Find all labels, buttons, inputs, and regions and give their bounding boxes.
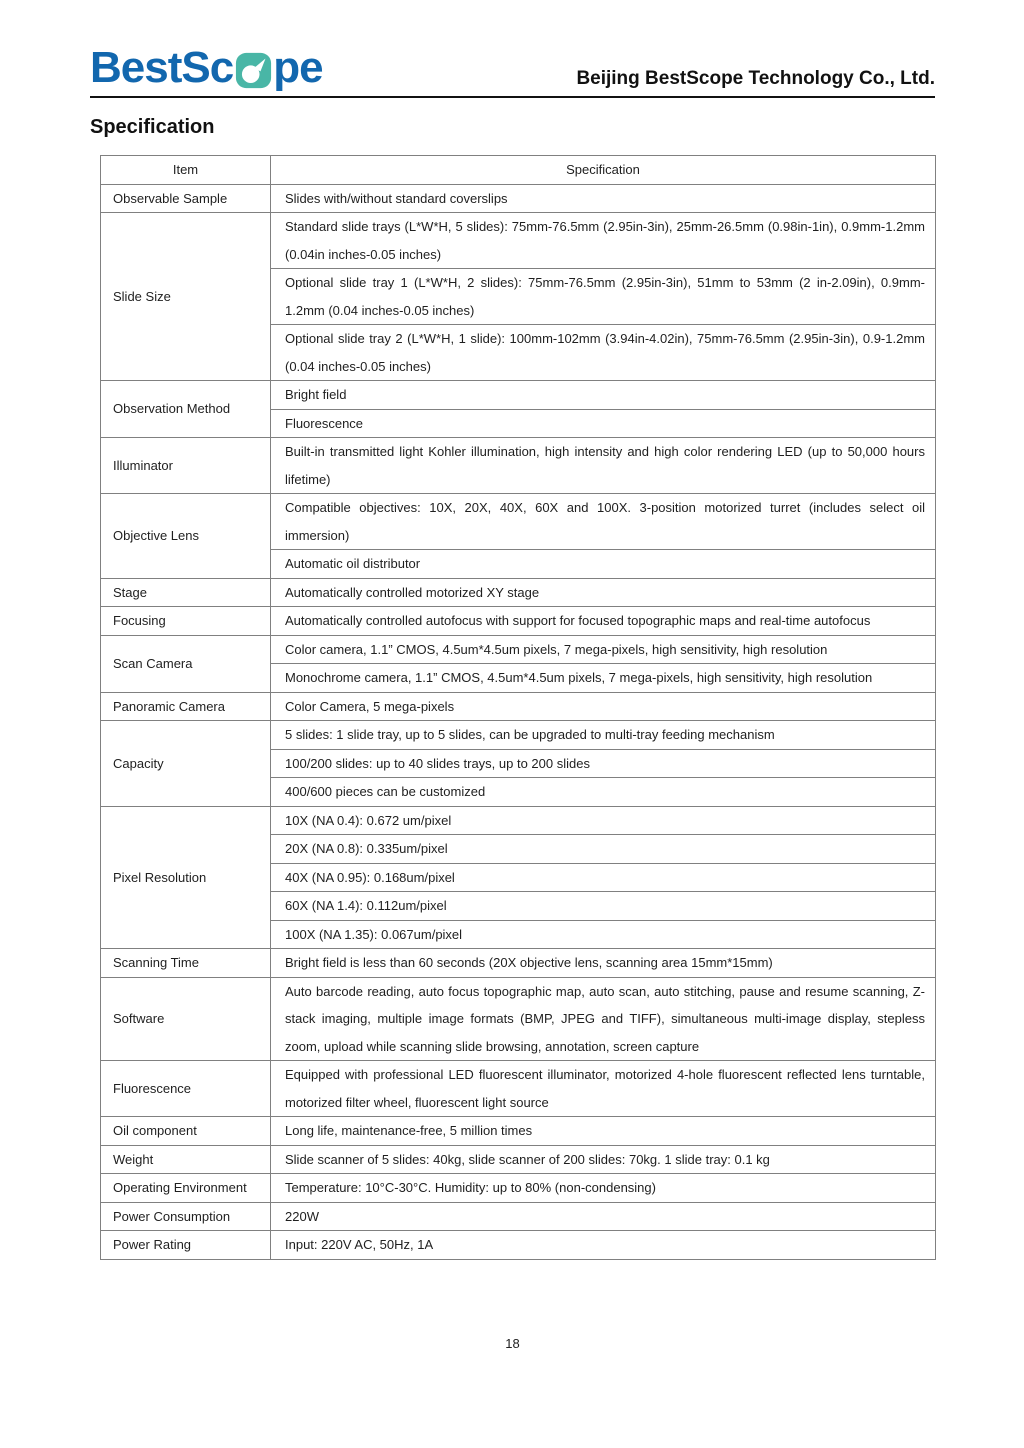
spec-cell: Monochrome camera, 1.1” CMOS, 4.5um*4.5um pixels, 7 mega-pixels, high sensitivity, high resolution xyxy=(271,664,936,693)
table-row xyxy=(101,635,936,664)
droplet-o-icon xyxy=(235,52,272,89)
item-cell: Power Rating xyxy=(101,1231,271,1260)
spec-cell: Compatible objectives: 10X, 20X, 40X, 60X and 100X. 3-position motorized turret (includes select oil immersion) xyxy=(271,494,936,550)
spec-cell: Auto barcode reading, auto focus topographic map, auto scan, auto stitching, pause and resume scanning, Z-stack imaging, multiple image formats (BMP, JPEG and TIFF), simultaneous multi-image display, stepless zoom, upload while scanning slide browsing, annotation, screen capture xyxy=(271,977,936,1061)
spec-cell: Bright field xyxy=(271,381,936,410)
spec-cell: Slide scanner of 5 slides: 40kg, slide scanner of 200 slides: 70kg. 1 slide tray: 0.1 kg xyxy=(271,1145,936,1174)
item-cell: Software xyxy=(101,977,271,1061)
spec-cell: Built-in transmitted light Kohler illumination, high intensity and high color rendering LED (up to 50,000 hours lifetime) xyxy=(271,438,936,494)
spec-cell: Automatic oil distributor xyxy=(271,550,936,579)
item-cell: Observation Method xyxy=(101,381,271,438)
table-row xyxy=(101,213,936,269)
spec-cell: Bright field is less than 60 seconds (20X objective lens, scanning area 15mm*15mm) xyxy=(271,949,936,978)
spec-cell: Slides with/without standard coverslips xyxy=(271,184,936,213)
table-row xyxy=(101,607,936,636)
item-cell: Panoramic Camera xyxy=(101,692,271,721)
spec-cell: Automatically controlled motorized XY stage xyxy=(271,578,936,607)
item-cell: Stage xyxy=(101,578,271,607)
item-cell: Power Consumption xyxy=(101,1202,271,1231)
spec-cell: 40X (NA 0.95): 0.168um/pixel xyxy=(271,863,936,892)
item-cell: Scan Camera xyxy=(101,635,271,692)
spec-cell: Input: 220V AC, 50Hz, 1A xyxy=(271,1231,936,1260)
column-header-specification: Specification xyxy=(271,156,936,185)
spec-cell: Temperature: 10°C-30°C. Humidity: up to 80% (non-condensing) xyxy=(271,1174,936,1203)
item-cell: Pixel Resolution xyxy=(101,806,271,949)
table-row xyxy=(101,1174,936,1203)
spec-table-body xyxy=(101,184,936,1259)
table-row xyxy=(101,977,936,1061)
table-row xyxy=(101,578,936,607)
item-cell: Capacity xyxy=(101,721,271,807)
item-cell: Objective Lens xyxy=(101,494,271,579)
spec-cell: 100/200 slides: up to 40 slides trays, up to 200 slides xyxy=(271,749,936,778)
bestscope-logo xyxy=(90,43,323,92)
page-title: Specification xyxy=(90,116,215,138)
spec-cell: Long life, maintenance-free, 5 million times xyxy=(271,1117,936,1146)
table-row xyxy=(101,1117,936,1146)
spec-cell: 220W xyxy=(271,1202,936,1231)
table-row xyxy=(101,1061,936,1117)
column-header-item: Item xyxy=(101,156,271,185)
spec-cell: 60X (NA 1.4): 0.112um/pixel xyxy=(271,892,936,921)
table-row xyxy=(101,494,936,550)
spec-cell: Equipped with professional LED fluorescent illuminator, motorized 4-hole fluorescent reflected lens turntable, motorized filter wheel, fluorescent light source xyxy=(271,1061,936,1117)
table-row xyxy=(101,1231,936,1260)
logo-text-before: BestSc xyxy=(90,43,234,92)
item-cell: Slide Size xyxy=(101,213,271,381)
table-row xyxy=(101,721,936,750)
spec-cell: 10X (NA 0.4): 0.672 um/pixel xyxy=(271,806,936,835)
item-cell: Fluorescence xyxy=(101,1061,271,1117)
table-row xyxy=(101,438,936,494)
table-row xyxy=(101,949,936,978)
item-cell: Observable Sample xyxy=(101,184,271,213)
spec-cell: Automatically controlled autofocus with support for focused topographic maps and real-time autofocus xyxy=(271,607,936,636)
table-row xyxy=(101,184,936,213)
spec-cell: Standard slide trays (L*W*H, 5 slides): 75mm-76.5mm (2.95in-3in), 25mm-26.5mm (0.98in-1in), 0.9mm-1.2mm (0.04in inches-0.05 inches) xyxy=(271,213,936,269)
item-cell: Operating Environment xyxy=(101,1174,271,1203)
table-row xyxy=(101,806,936,835)
table-header-row xyxy=(101,156,936,185)
item-cell: Illuminator xyxy=(101,438,271,494)
spec-cell: Optional slide tray 2 (L*W*H, 1 slide): 100mm-102mm (3.94in-4.02in), 75mm-76.5mm (2.95in-3in), 0.9-1.2mm (0.04 inches-0.05 inches) xyxy=(271,325,936,381)
spec-cell: Color camera, 1.1” CMOS, 4.5um*4.5um pixels, 7 mega-pixels, high sensitivity, high resolution xyxy=(271,635,936,664)
logo-text-after: pe xyxy=(273,43,323,92)
spec-cell: 400/600 pieces can be customized xyxy=(271,778,936,807)
item-cell: Focusing xyxy=(101,607,271,636)
item-cell: Oil component xyxy=(101,1117,271,1146)
page-number: 18 xyxy=(505,1335,520,1351)
document-header xyxy=(90,43,935,98)
spec-cell: Fluorescence xyxy=(271,409,936,438)
spec-cell: 20X (NA 0.8): 0.335um/pixel xyxy=(271,835,936,864)
table-row xyxy=(101,1145,936,1174)
table-row xyxy=(101,381,936,410)
table-row xyxy=(101,1202,936,1231)
item-cell: Weight xyxy=(101,1145,271,1174)
spec-cell: 100X (NA 1.35): 0.067um/pixel xyxy=(271,920,936,949)
spec-cell: 5 slides: 1 slide tray, up to 5 slides, can be upgraded to multi-tray feeding mechanism xyxy=(271,721,936,750)
specification-table xyxy=(100,155,936,1260)
spec-cell: Color Camera, 5 mega-pixels xyxy=(271,692,936,721)
spec-cell: Optional slide tray 1 (L*W*H, 2 slides): 75mm-76.5mm (2.95in-3in), 51mm to 53mm (2 in-2.09in), 0.9mm-1.2mm (0.04 inches-0.05 inches) xyxy=(271,269,936,325)
table-row xyxy=(101,692,936,721)
item-cell: Scanning Time xyxy=(101,949,271,978)
company-name: Beijing BestScope Technology Co., Ltd. xyxy=(576,68,935,89)
